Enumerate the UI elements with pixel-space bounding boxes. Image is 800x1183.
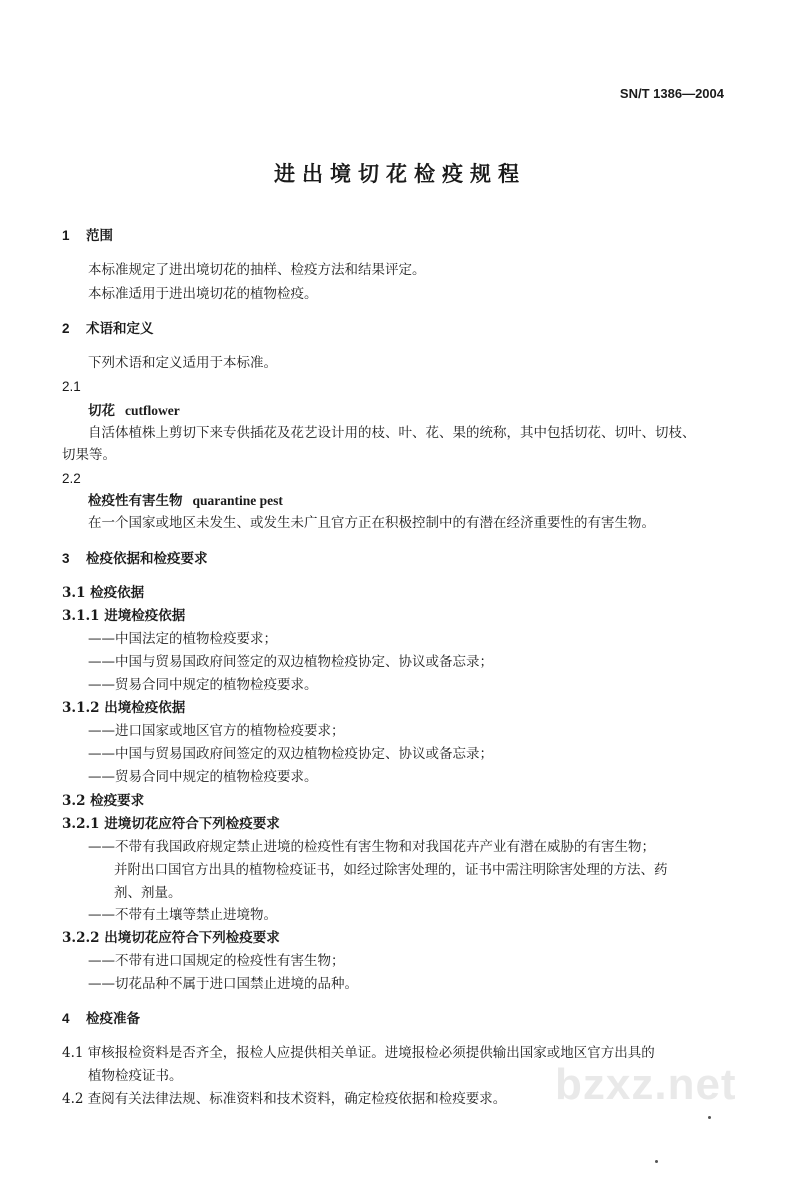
term-entry: 切花 cutflower xyxy=(88,403,180,419)
list-item: ——不带有我国政府规定禁止进境的检疫性有害生物和对我国花卉产业有潜在威胁的有害生物； xyxy=(88,839,655,855)
list-item: ——切花品种不属于进口国禁止进境的品种。 xyxy=(88,976,358,992)
standard-code: SN/T 1386—2004 xyxy=(619,86,724,101)
clause-number: 2.1 xyxy=(62,379,81,394)
list-item: ——不带有土壤等禁止进境物。 xyxy=(88,907,277,923)
list-item: ——中国与贸易国政府间签定的双边植物检疫协定、协议或备忘录； xyxy=(88,654,493,670)
list-item: ——不带有进口国规定的检疫性有害生物； xyxy=(88,953,345,969)
watermark: bzxz.net xyxy=(555,1060,737,1109)
list-item: ——贸易合同中规定的植物检疫要求。 xyxy=(88,769,318,785)
subsection-heading: 3.1.2 出境检疫依据 xyxy=(62,700,186,716)
list-item: ——贸易合同中规定的植物检疫要求。 xyxy=(88,677,318,693)
definition: 在一个国家或地区未发生、或发生未广且官方正在积极控制中的有潜在经济重要性的有害生物。 xyxy=(88,515,655,531)
section-3-heading: 3 检疫依据和检疫要求 xyxy=(62,551,208,567)
paragraph: 下列术语和定义适用于本标准。 xyxy=(88,355,277,371)
clause-number: 2.2 xyxy=(62,471,81,486)
paragraph: 4.2 查阅有关法律法规、标准资料和技术资料，确定检疫依据和检疫要求。 xyxy=(62,1091,507,1107)
section-1-heading: 1 范围 xyxy=(62,228,113,244)
section-2-heading: 2 术语和定义 xyxy=(62,321,154,337)
document-title: 进出境切花检疫规程 xyxy=(274,161,526,186)
definition: 自活体植株上剪切下来专供插花及花艺设计用的枝、叶、花、果的统称，其中包括切花、切叶、切枝、 xyxy=(88,425,696,441)
term-entry: 检疫性有害生物 quarantine pest xyxy=(88,493,283,509)
list-item-continuation: 剂、剂量。 xyxy=(114,885,182,901)
list-item-continuation: 并附出口国官方出具的植物检疫证书，如经过除害处理的，证书中需注明除害处理的方法、药 xyxy=(114,862,668,878)
definition: 切果等。 xyxy=(62,447,116,463)
paragraph: 本标准规定了进出境切花的抽样、检疫方法和结果评定。 xyxy=(88,262,426,278)
paragraph: 植物检疫证书。 xyxy=(88,1068,183,1084)
list-item: ——中国与贸易国政府间签定的双边植物检疫协定、协议或备忘录； xyxy=(88,746,493,762)
scan-speck xyxy=(655,1160,658,1163)
section-4-heading: 4 检疫准备 xyxy=(62,1011,140,1027)
paragraph: 4.1 审核报检资料是否齐全，报检人应提供相关单证。进境报检必须提供输出国家或地区官方出具的 xyxy=(62,1045,655,1061)
list-item: ——中国法定的植物检疫要求； xyxy=(88,631,277,647)
subsection-heading: 3.2.2 出境切花应符合下列检疫要求 xyxy=(62,930,280,946)
paragraph: 本标准适用于进出境切花的植物检疫。 xyxy=(88,286,318,302)
scan-speck xyxy=(708,1116,711,1119)
subsection-heading: 3.1.1 进境检疫依据 xyxy=(62,608,186,624)
list-item: ——进口国家或地区官方的植物检疫要求； xyxy=(88,723,345,739)
subsection-heading: 3.1 检疫依据 xyxy=(62,585,145,601)
subsection-heading: 3.2.1 进境切花应符合下列检疫要求 xyxy=(62,816,280,832)
subsection-heading: 3.2 检疫要求 xyxy=(62,793,145,809)
